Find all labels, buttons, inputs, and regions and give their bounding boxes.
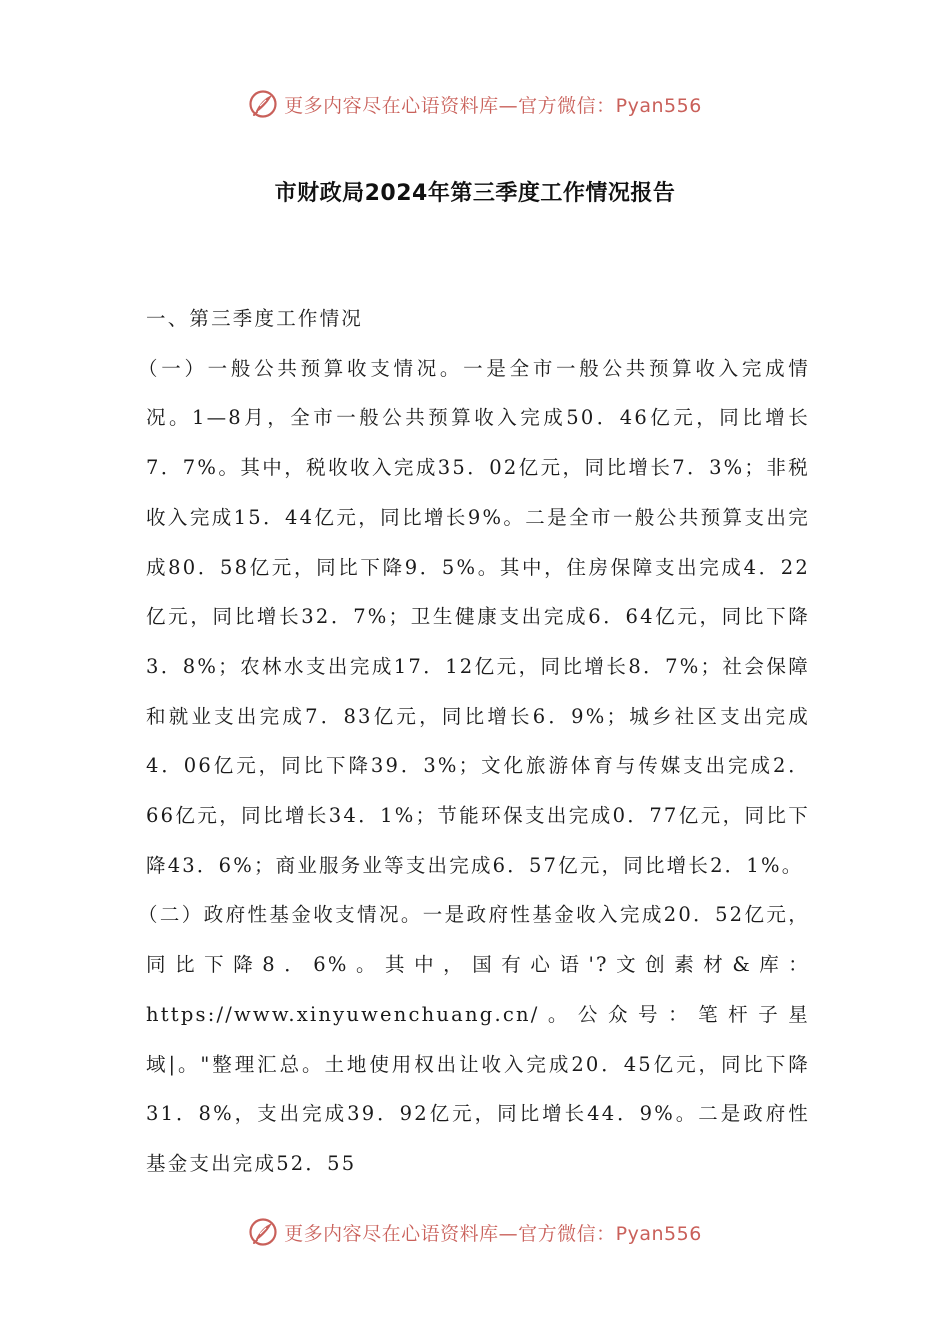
quill-pen-logo-icon — [248, 1217, 278, 1247]
document-title: 市财政局2024年第三季度工作情况报告 — [274, 181, 676, 206]
header-banner — [0, 84, 950, 124]
banner-text: 更多内容尽在心语资料库—官方微信：Pyan556 — [284, 94, 702, 117]
paragraph-government-fund: （二）政府性基金收支情况。一是政府性基金收入完成20．52亿元，同比下降8．6%。其中，国有心语'?文创素材&库：https://www.xinyuwenchuang.cn/。公众号：笔杆子星域|。"整理汇总。土地使用权出让收入完成20．45亿元，同比下降31．8%，支出完成39．92亿元，同比增长44．9%。二是政府性基金支出完成52．55 — [138, 903, 810, 1175]
banner-text: 更多内容尽在心语资料库—官方微信：Pyan556 — [284, 1222, 702, 1245]
quill-pen-logo-icon — [248, 89, 278, 119]
document-body — [138, 294, 810, 1189]
paragraph-general-budget: （一）一般公共预算收支情况。一是全市一般公共预算收入完成情况。1—8月，全市一般公共预算收入完成50．46亿元，同比增长7．7%。其中，税收收入完成35．02亿元，同比增长7．3%；非税收入完成15．44亿元，同比增长9%。二是全市一般公共预算支出完成80．58亿元，同比下降9．5%。其中，住房保障支出完成4．22亿元，同比增长32．7%；卫生健康支出完成6．64亿元，同比下降3．8%；农林水支出完成17．12亿元，同比增长8．7%；社会保障和就业支出完成7．83亿元，同比增长6．9%；城乡社区支出完成4．06亿元，同比下降39．3%；文化旅游体育与传媒支出完成2．66亿元，同比增长34．1%；节能环保支出完成0．77亿元，同比下降43．6%；商业服务业等支出完成6．57亿元，同比增长2．1%。 — [138, 356, 810, 877]
footer-banner — [0, 1212, 950, 1252]
section-heading: 一、第三季度工作情况 — [146, 307, 364, 330]
